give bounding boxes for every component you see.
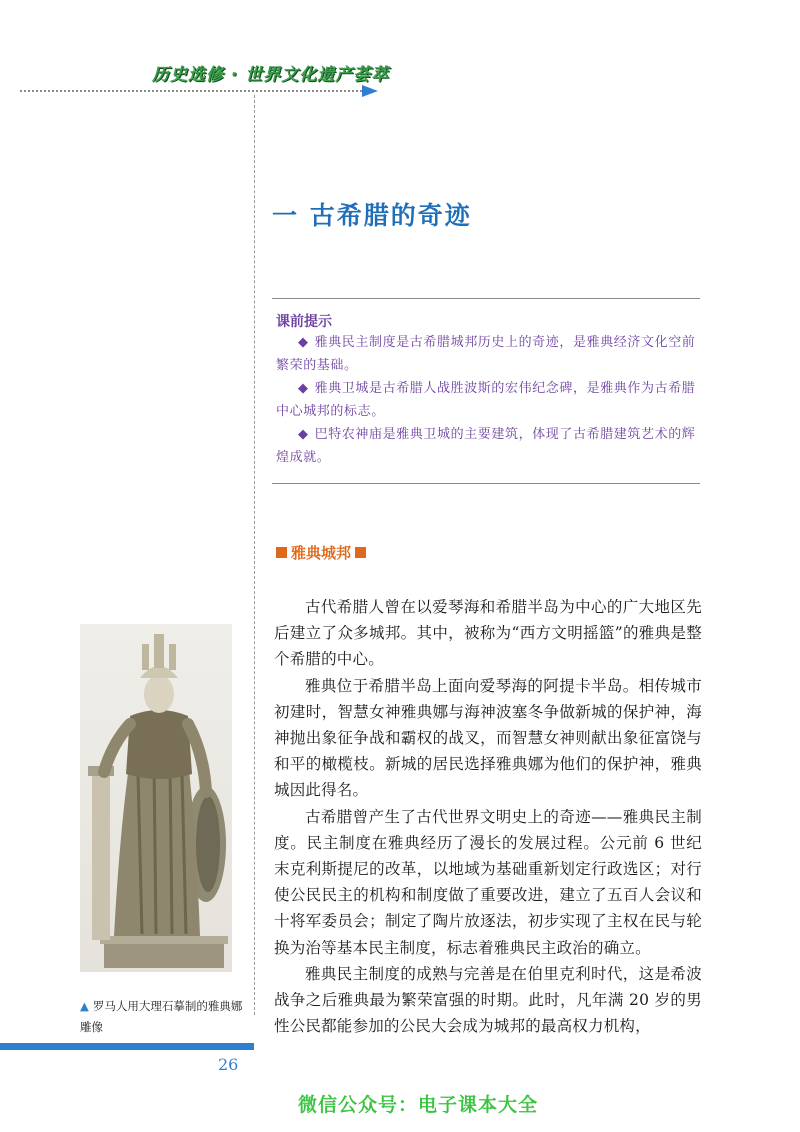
pre-lesson-hints xyxy=(272,298,700,484)
page-number: 26 xyxy=(218,1055,239,1074)
paragraph: 古代希腊人曾在以爱琴海和希腊半岛为中心的广大地区先后建立了众多城邦。其中，被称为“西方文明摇篮”的雅典是整个希腊的中心。 xyxy=(274,598,702,669)
body-text xyxy=(274,594,702,1039)
column-divider xyxy=(254,95,255,1015)
square-icon xyxy=(355,547,366,558)
series-title: 历史选修 · 世界文化遗产荟萃 xyxy=(152,65,390,85)
triangle-icon: ▲ xyxy=(80,999,89,1013)
diamond-bullet-icon: ◆ xyxy=(298,381,309,396)
diamond-bullet-icon: ◆ xyxy=(298,427,309,442)
arrow-icon xyxy=(362,85,378,97)
hint-item: ◆ 巴特农神庙是雅典卫城的主要建筑，体现了古希腊建筑艺术的辉煌成就。 xyxy=(276,427,696,465)
square-icon xyxy=(276,547,287,558)
chapter-title: 一 古希腊的奇迹 xyxy=(272,201,472,230)
hint-item: ◆ 雅典卫城是古希腊人战胜波斯的宏伟纪念碑，是雅典作为古希腊中心城邦的标志。 xyxy=(276,381,696,419)
paragraph: 雅典位于希腊半岛上面向爱琴海的阿提卡半岛。相传城市初建时，智慧女神雅典娜与海神波塞冬争做新城的保护神，海神抛出象征争战和霸权的战叉，而智慧女神则献出象征富饶与和平的橄榄枝。新城的居民选择雅典娜为他们的保护神，雅典城因此得名。 xyxy=(274,676,702,800)
figure-caption: ▲ 罗马人用大理石摹制的雅典娜雕像 xyxy=(80,999,243,1034)
paragraph: 古希腊曾产生了古代世界文明史上的奇迹——雅典民主制度。民主制度在雅典经历了漫长的发展过程。公元前 6 世纪末克利斯提尼的改革，以地域为基础重新划定行政选区；对行使公民民主的机构和制度做了重要改进，建立了五百人会议和十将军委员会；制定了陶片放逐法，初步实现了主权在民与轮换为治等基本民主制度，标志着雅典民主政治的确立。 xyxy=(274,807,702,957)
hint-item: ◆ 雅典民主制度是古希腊城邦历史上的奇迹，是雅典经济文化空前繁荣的基础。 xyxy=(276,335,696,373)
hints-list xyxy=(276,331,700,469)
footer-bar xyxy=(0,1043,254,1050)
diamond-bullet-icon: ◆ xyxy=(298,335,309,350)
paragraph: 雅典民主制度的成熟与完善是在伯里克利时代，这是希波战争之后雅典最为繁荣富强的时期。此时，凡年满 20 岁的男性公民都能参加的公民大会成为城邦的最高权力机构， xyxy=(274,964,702,1036)
header-dotted-line xyxy=(20,90,362,92)
watermark: 微信公众号：电子课本大全 xyxy=(298,1094,539,1116)
hints-title: 课前提示 xyxy=(276,314,332,330)
section-heading: 雅典城邦 xyxy=(272,542,370,563)
athena-statue-image xyxy=(80,624,232,972)
